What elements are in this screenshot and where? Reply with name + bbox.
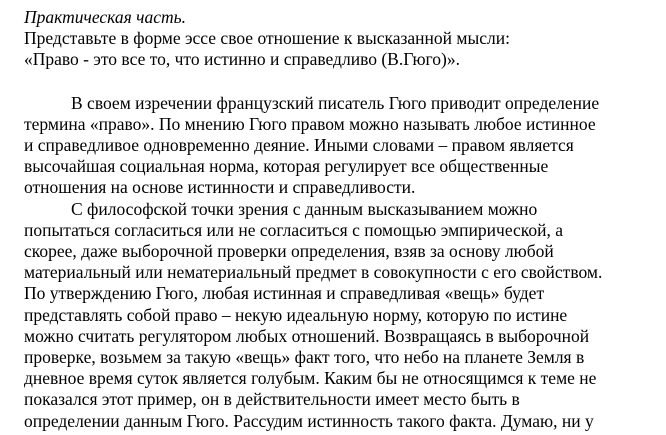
essay-paragraph-2 xyxy=(24,199,664,432)
paragraph-line: можно считать регулятором любых отношений. Возвращаясь в выборочной xyxy=(24,325,590,346)
document-page xyxy=(24,7,664,432)
essay-paragraph-1 xyxy=(24,93,664,199)
paragraph-spacer xyxy=(24,71,664,93)
paragraph-line: отношения на основе истинности и справедливости. xyxy=(24,177,416,198)
section-title: Практическая часть. xyxy=(24,7,186,27)
paragraph-line: высочайшая социальная норма, которая регулирует все общественные xyxy=(24,156,549,177)
paragraph-line: представлять собой право – некую идеальную норму, которую по истине xyxy=(24,304,568,325)
paragraph-line: С философской точки зрения с данным высказыванием можно xyxy=(71,198,538,219)
paragraph-line: скорее, даже выборочной проверки определения, взяв за основу любой xyxy=(24,241,554,262)
paragraph-line: показался этот пример, он в действительности имеет место быть в xyxy=(24,389,520,410)
paragraph-line: материальный или нематериальный предмет в совокупности с его свойством. xyxy=(24,262,603,283)
paragraph-line: определении данным Гюго. Рассудим истинность такого факта. Думаю, ни у xyxy=(24,410,594,431)
task-quote-line: «Право - это все то, что истинно и справедливо (В.Гюго)». xyxy=(24,49,460,70)
paragraph-line: дневное время суток является голубым. Каким бы не относящимся к теме не xyxy=(24,368,597,389)
paragraph-line: попытаться согласиться или не согласиться с помощью эмпирической, а xyxy=(24,219,564,240)
paragraph-line: По утверждению Гюго, любая истинная и справедливая «вещь» будет xyxy=(24,283,545,304)
paragraph-line: проверке, возьмем за такую «вещь» факт того, что небо на планете Земля в xyxy=(24,347,585,368)
paragraph-line: и справедливое одновременно деяние. Иными словами – правом является xyxy=(24,135,574,156)
paragraph-line: термина «право». По мнению Гюго правом можно называть любое истинное xyxy=(24,113,596,134)
task-line-1: Представьте в форме эссе свое отношение к высказанной мысли: xyxy=(24,28,510,49)
paragraph-line: В своем изречении французский писатель Гюго приводит определение xyxy=(71,92,600,113)
